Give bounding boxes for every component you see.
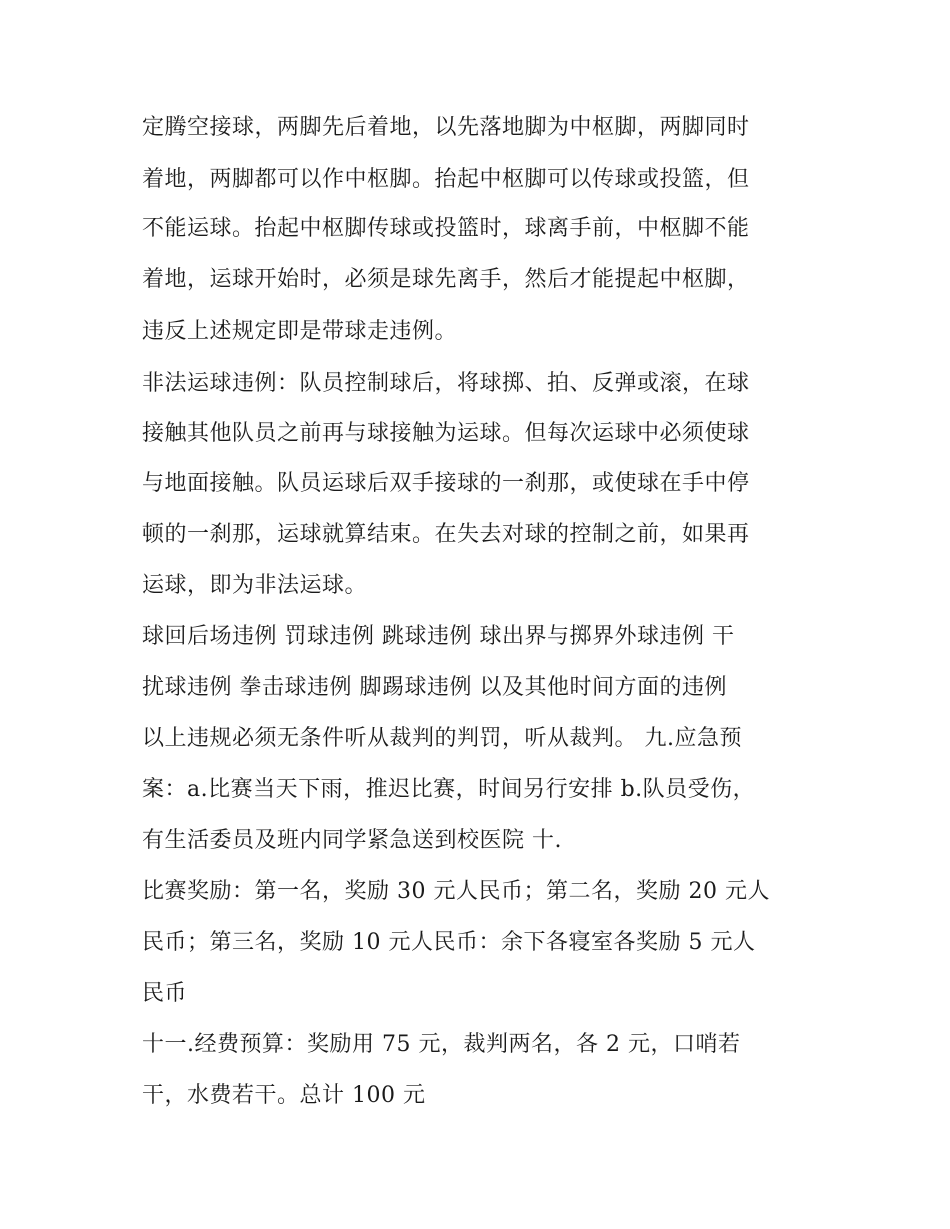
text-line: 顿的一刹那，运球就算结束。在失去对球的控制之前，如果再 [142, 522, 750, 547]
text-line: 有生活委员及班内同学紧急送到校医院 十. [142, 828, 562, 853]
text-line: 球回后场违例 罚球违例 跳球违例 球出界与掷界外球违例 干 [142, 624, 735, 649]
text-line: 以上违规必须无条件听从裁判的判罚，听从裁判。 九.应急预 [142, 726, 742, 751]
text-line: 与地面接触。队员运球后双手接球的一刹那，或使球在手中停 [142, 471, 750, 496]
text-line: 非法运球违例：队员控制球后，将球掷、拍、反弹或滚，在球 [142, 371, 750, 396]
text-line: 十一.经费预算：奖励用 75 元，裁判两名，各 2 元，口哨若 [142, 1032, 741, 1057]
text-line: 干，水费若干。总计 100 元 [142, 1083, 426, 1108]
text-line: 定腾空接球，两脚先后着地，以先落地脚为中枢脚，两脚同时 [142, 115, 750, 140]
text-line: 接触其他队员之前再与球接触为运球。但每次运球中必须使球 [142, 421, 750, 446]
text-line: 民币；第三名，奖励 10 元人民币：余下各寝室各奖励 5 元人 [142, 930, 756, 955]
text-line: 比赛奖励：第一名，奖励 30 元人民币；第二名，奖励 20 元人 [142, 879, 770, 904]
text-line: 民币 [142, 981, 188, 1006]
text-line: 运球，即为非法运球。 [142, 573, 368, 598]
text-line: 案：a.比赛当天下雨，推迟比赛，时间另行安排 b.队员受伤， [142, 777, 756, 802]
text-line: 着地，运球开始时，必须是球先离手，然后才能提起中枢脚， [142, 267, 750, 292]
text-line: 扰球违例 拳击球违例 脚踢球违例 以及其他时间方面的违例 [142, 675, 727, 700]
text-line: 违反上述规定即是带球走违例。 [142, 319, 458, 344]
text-line: 不能运球。抬起中枢脚传球或投篮时，球离手前，中枢脚不能 [142, 216, 750, 241]
text-line: 着地，两脚都可以作中枢脚。抬起中枢脚可以传球或投篮，但 [142, 167, 750, 192]
